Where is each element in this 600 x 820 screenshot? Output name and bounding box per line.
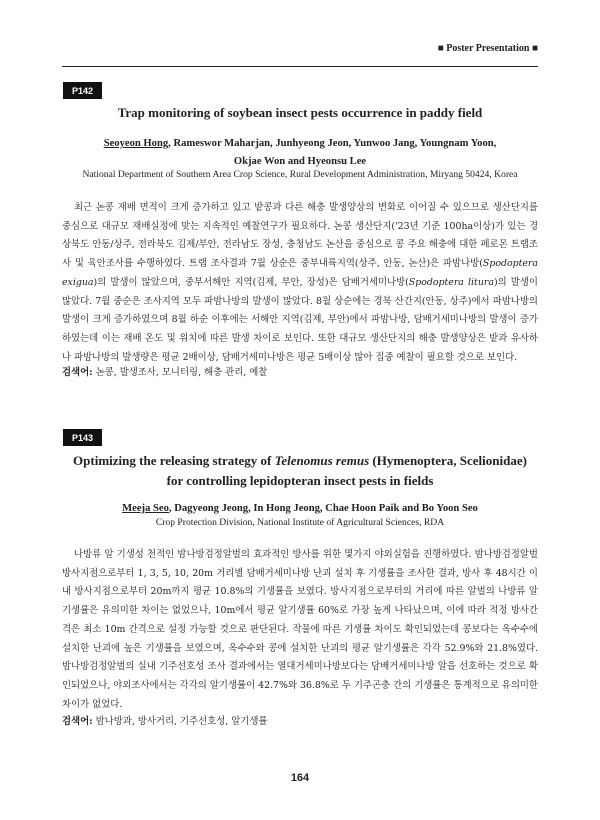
section-header: ■ Poster Presentation ■ [437, 43, 538, 54]
paper-title-line1: Optimizing the releasing strategy of Telenomus remus (Hymenoptera, Scelionidae) [73, 453, 527, 468]
paper-id-badge: P143 [63, 429, 102, 446]
paper-title-line2: for controlling lepidopteran insect pests in fields [166, 473, 434, 488]
keywords [62, 366, 538, 380]
co-authors-line2: Okjae Won and Hyeonsu Lee [233, 155, 367, 167]
keywords-list: 논콩, 발생조사, 모니터링, 해충 관리, 예찰 [92, 367, 268, 378]
abstract-text: 최근 논콩 재배 면적이 크게 증가하고 있고 밭콩과 다른 해충 발생양상의 변화로 이어질 수 있으므로 생산단지를 중심으로 대규모 재배실정에 맞는 지속적인 예찰연구가 필요하다. 논콩 생산단지('23년 기준 100ha이상)가 있는 경상북도 안동/상주, 전라북도 김제/부안, 전라남도 장성, 충청남도 논산을 중심으로 콩 주요 해충에 대한 페로몬 트랩조사 및 육안조사를 수행하였다. 트랩 조사결과 7월 상순은 중부내륙지역(상주, 안동, 논산)은 파밤나방(Spodoptera exigua)의 발생이 많았으며, 중부서해안 지역(김제, 부안, 장성)은 담배거세미나방(Spodoptera litura)의 발생이 많았다. 7월 중순은 조사지역 모두 파밤나방의 발생이 많았다. 8월 상순에는 경북 산간지(안동, 상주)에서 파밤나방의 발생이 크게 증가하였으며 8월 하순 이후에는 서해안 지역(김제, 부안)에서 파밤나방, 담배거세미나방의 발생이 증가하였는데 이는 재배 온도 및 위치에 따른 발생 차이로 보인다. 또한 대규모 생산단지의 해충 발생양상은 밭과 유사하나 파밤나방의 발생량은 평균 2배이상, 담배거세미나방은 평균 5배이상 많아 집중 예찰이 필요할 것으로 보인다. [62, 202, 538, 363]
keywords-label: 검색어: [62, 716, 93, 727]
keywords-list: 밤나방과, 방사거리, 기주선호성, 알기생률 [92, 716, 268, 727]
paper-id-badge: P142 [63, 82, 102, 99]
paper-title [62, 451, 538, 491]
header-divider [62, 66, 538, 67]
abstract-text: 나방류 알 기생성 천적인 밤나방검정알벌의 효과적인 방사를 위한 몇가지 야외실험을 진행하였다. 밤나방검정알벌 방사지점으로부터 1, 3, 5, 10, 20m 거리별 담배거세미나방 난괴 설치 후 기생률을 조사한 결과, 방사 후 48시간 이내 방사지점으로부터 20m까지 평균 10.8%의 기생률을 보였다. 방사지점으로부터의 거리에 따른 알벌의 나방류 알기생률은 유의미한 차이는 없었으나, 10m에서 평균 알기생률 60%로 가장 높게 나타났으며, 이에 따라 적정 방사간격은 최소 10m 간격으로 설정 가능할 것으로 판단된다. 작물에 따른 기생률 차이도 확인되었는데 콩보다는 옥수수에 설치한 난괴에 높은 기생률을 보였으며, 옥수수와 콩에 설치한 난괴의 평균 알기생률은 각각 52.9%와 21.8%였다. 밤나방검정알벌의 실내 기주선호성 조사 결과에서는 열대거세미나방보다는 담배거세미나방 알을 선호하는 것으로 확인되었으나, 야외조사에서는 각각의 알기생률이 42.7%와 36.8%로 두 기주곤충 간의 기생률은 통계적으로 유의미한 차이가 없었다. [62, 549, 538, 710]
presenting-author: Seoyeon Hong [103, 138, 169, 149]
keywords-label: 검색어: [62, 367, 93, 378]
author-list [62, 135, 538, 170]
presenting-author: Meeja Seo [122, 503, 169, 514]
affiliation: Crop Protection Division, National Institute of Agricultural Sciences, RDA [155, 517, 445, 528]
co-authors: , Dagyeong Jeong, In Hong Jeong, Chae Hoon Paik and Bo Yoon Seo [168, 503, 478, 514]
page-number: 164 [290, 772, 310, 784]
author-list [62, 500, 538, 518]
co-authors: , Rameswor Maharjan, Junhyeong Jeon, Yunwoo Jang, Youngnam Yoon, [168, 138, 497, 149]
paper-title: Trap monitoring of soybean insect pests occurrence in paddy field [117, 105, 483, 120]
keywords [62, 715, 538, 729]
affiliation: National Department of Southern Area Crop Science, Rural Development Administration, Miryang 50424, Korea [82, 169, 518, 180]
